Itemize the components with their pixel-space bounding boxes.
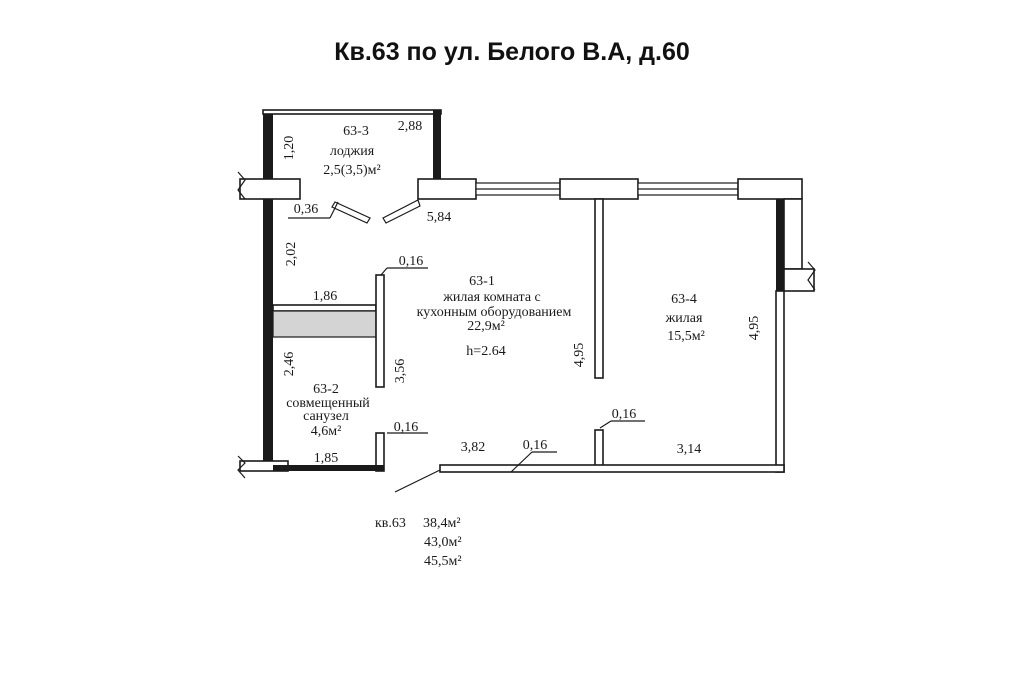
dim-3-56: 3,56 bbox=[393, 358, 408, 384]
dim-0-16-b: 0,16 bbox=[393, 420, 419, 435]
right-exterior-wall bbox=[776, 199, 815, 472]
room-63-4-label bbox=[665, 292, 705, 344]
area-summary bbox=[375, 516, 462, 569]
room-63-2-label bbox=[286, 382, 370, 439]
room-63-1-label bbox=[417, 274, 572, 359]
summary-area-2: 43,0м² bbox=[424, 535, 462, 550]
room-63-4-area: 15,5м² bbox=[667, 329, 705, 344]
room-63-1-area: 22,9м² bbox=[467, 319, 505, 334]
dim-0-16-d: 0,16 bbox=[522, 438, 548, 453]
dim-3-14: 3,14 bbox=[676, 442, 702, 457]
plan-title: Кв.63 по ул. Белого В.А, д.60 bbox=[334, 38, 690, 66]
summary-area-3: 45,5м² bbox=[424, 554, 462, 569]
dim-2-46: 2,46 bbox=[282, 351, 297, 377]
dim-5-84: 5,84 bbox=[426, 210, 452, 225]
room-63-1-name-1: жилая комната с bbox=[443, 290, 541, 305]
top-exterior-wall bbox=[418, 179, 802, 199]
dim-2-02: 2,02 bbox=[284, 241, 299, 267]
dim-4-95-mid: 4,95 bbox=[572, 342, 587, 368]
room-63-3-label bbox=[323, 124, 380, 178]
balcony-door bbox=[332, 200, 420, 223]
room-63-4-id: 63-4 bbox=[671, 292, 697, 307]
summary-apartment: кв.63 bbox=[375, 516, 406, 531]
room-63-2-area: 4,6м² bbox=[310, 424, 342, 439]
room-63-1-height: h=2.64 bbox=[466, 344, 506, 359]
room-63-2-id: 63-2 bbox=[313, 382, 339, 397]
bottom-exterior-wall bbox=[273, 465, 784, 492]
room-63-2-name-1: совмещенный bbox=[286, 396, 370, 411]
dim-1-86: 1,86 bbox=[312, 289, 338, 304]
dim-2-88: 2,88 bbox=[397, 119, 423, 134]
room-63-2-name-2: санузел bbox=[303, 409, 349, 424]
room-63-3-name: лоджия bbox=[329, 144, 375, 159]
left-exterior-wall bbox=[238, 199, 288, 478]
room-63-3-area: 2,5(3,5)м² bbox=[323, 163, 381, 178]
dim-1-20: 1,20 bbox=[282, 135, 297, 161]
dim-1-85: 1,85 bbox=[313, 451, 339, 466]
room-63-1-name-2: кухонным оборудованием bbox=[416, 305, 572, 320]
summary-area-1: 38,4м² bbox=[423, 516, 461, 531]
room-63-4-name: жилая bbox=[665, 311, 703, 326]
dim-0-16-a: 0,16 bbox=[398, 254, 424, 269]
dim-0-16-c: 0,16 bbox=[611, 407, 637, 422]
dim-0-36: 0,36 bbox=[293, 202, 319, 217]
room-63-1-id: 63-1 bbox=[469, 274, 495, 289]
room-63-3-id: 63-3 bbox=[343, 124, 369, 139]
dim-3-82: 3,82 bbox=[460, 440, 486, 455]
bathroom-partition bbox=[273, 305, 376, 337]
dim-4-95-right: 4,95 bbox=[747, 315, 762, 341]
